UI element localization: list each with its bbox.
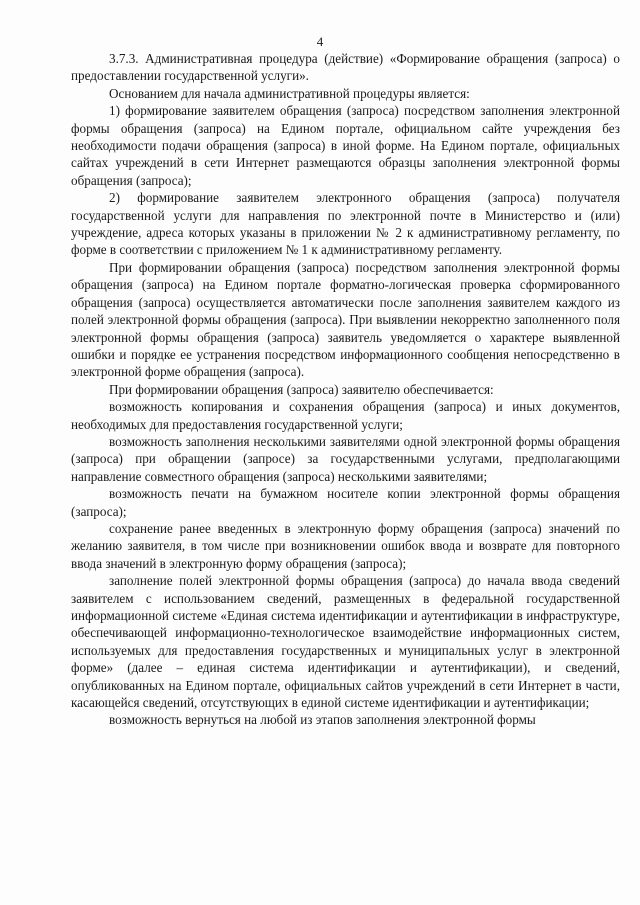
paragraph: При формировании обращения (запроса) заявителю обеспечивается: bbox=[109, 381, 494, 397]
list-item-paragraph: возможность заполнения несколькими заявителями одной электронной формы обращения (запроса) при обращении (запросе) за государственными услугами, предполагающими направление совместного обращения (запроса) несколькими заявителями; bbox=[71, 433, 620, 484]
paragraph: Основанием для начала административной процедуры является: bbox=[109, 85, 470, 101]
page-number: 4 bbox=[316, 34, 324, 49]
paragraph: При формировании обращения (запроса) посредством заполнения электронной формы обращения (запроса) на Едином портале форматно-логическая проверка сформированного обращения (запроса) осуществляется автоматически после заполнения заявителем каждого из полей электронной формы обращения (запроса). При выявлении некорректно заполненного поля электронной формы обращения (запроса) заявитель уведомляется о характере выявленной ошибки и порядке ее устранения посредством информационного сообщения непосредственно в электронной форме обращения (запроса). bbox=[71, 259, 620, 380]
document-body bbox=[71, 50, 620, 729]
list-item-paragraph: возможность печати на бумажном носителе копии электронной формы обращения (запроса); bbox=[71, 486, 620, 519]
list-item-paragraph: 1) формирование заявителем обращения (запроса) посредством заполнения электронной формы обращения (запроса) на Едином портале, официальном сайте учреждения без необходимости подачи обращения (запроса) в иной форме. На Едином портале, официальных сайтах учреждений в сети Интернет размещаются образцы заполнения электронной формы обращения (запроса); bbox=[71, 103, 620, 188]
list-item-paragraph: возможность копирования и сохранения обращения (запроса) и иных документов, необходимых для предоставления государственной услуги; bbox=[71, 399, 620, 432]
section-heading-paragraph: 3.7.3. Административная процедура (действие) «Формирование обращения (запроса) о предоставлении государственной услуги». bbox=[71, 51, 620, 84]
list-item-paragraph: сохранение ранее введенных в электронную форму обращения (запроса) значений по желанию заявителя, в том числе при возникновении ошибок ввода и возврате для повторного ввода значений в электронную форму обращения (запроса); bbox=[71, 520, 620, 571]
list-item-paragraph: возможность вернуться на любой из этапов заполнения электронной формы bbox=[109, 712, 536, 728]
list-item-paragraph: заполнение полей электронной формы обращения (запроса) до начала ввода сведений заявителем с использованием сведений, размещенных в федеральной государственной информационной системе «Единая система идентификации и аутентификации в инфраструктуре, обеспечивающей информационно-технологическое взаимодействие информационных систем, используемых для предоставления государственных и муниципальных услуг в электронной форме» (далее – единая система идентификации и аутентификации), и сведений, опубликованных на Едином портале, официальных сайтов учреждений в сети Интернет в части, касающейся сведений, отсутствующих в единой системе идентификации и аутентификации; bbox=[71, 573, 620, 711]
list-item-paragraph: 2) формирование заявителем электронного обращения (запроса) получателя государственной услуги для направления по электронной почте в Министерство и (или) учреждение, адреса которых указаны в приложении № 2 к административному регламенту, по форме в соответствии с приложением № 1 к административному регламенту. bbox=[71, 190, 620, 258]
